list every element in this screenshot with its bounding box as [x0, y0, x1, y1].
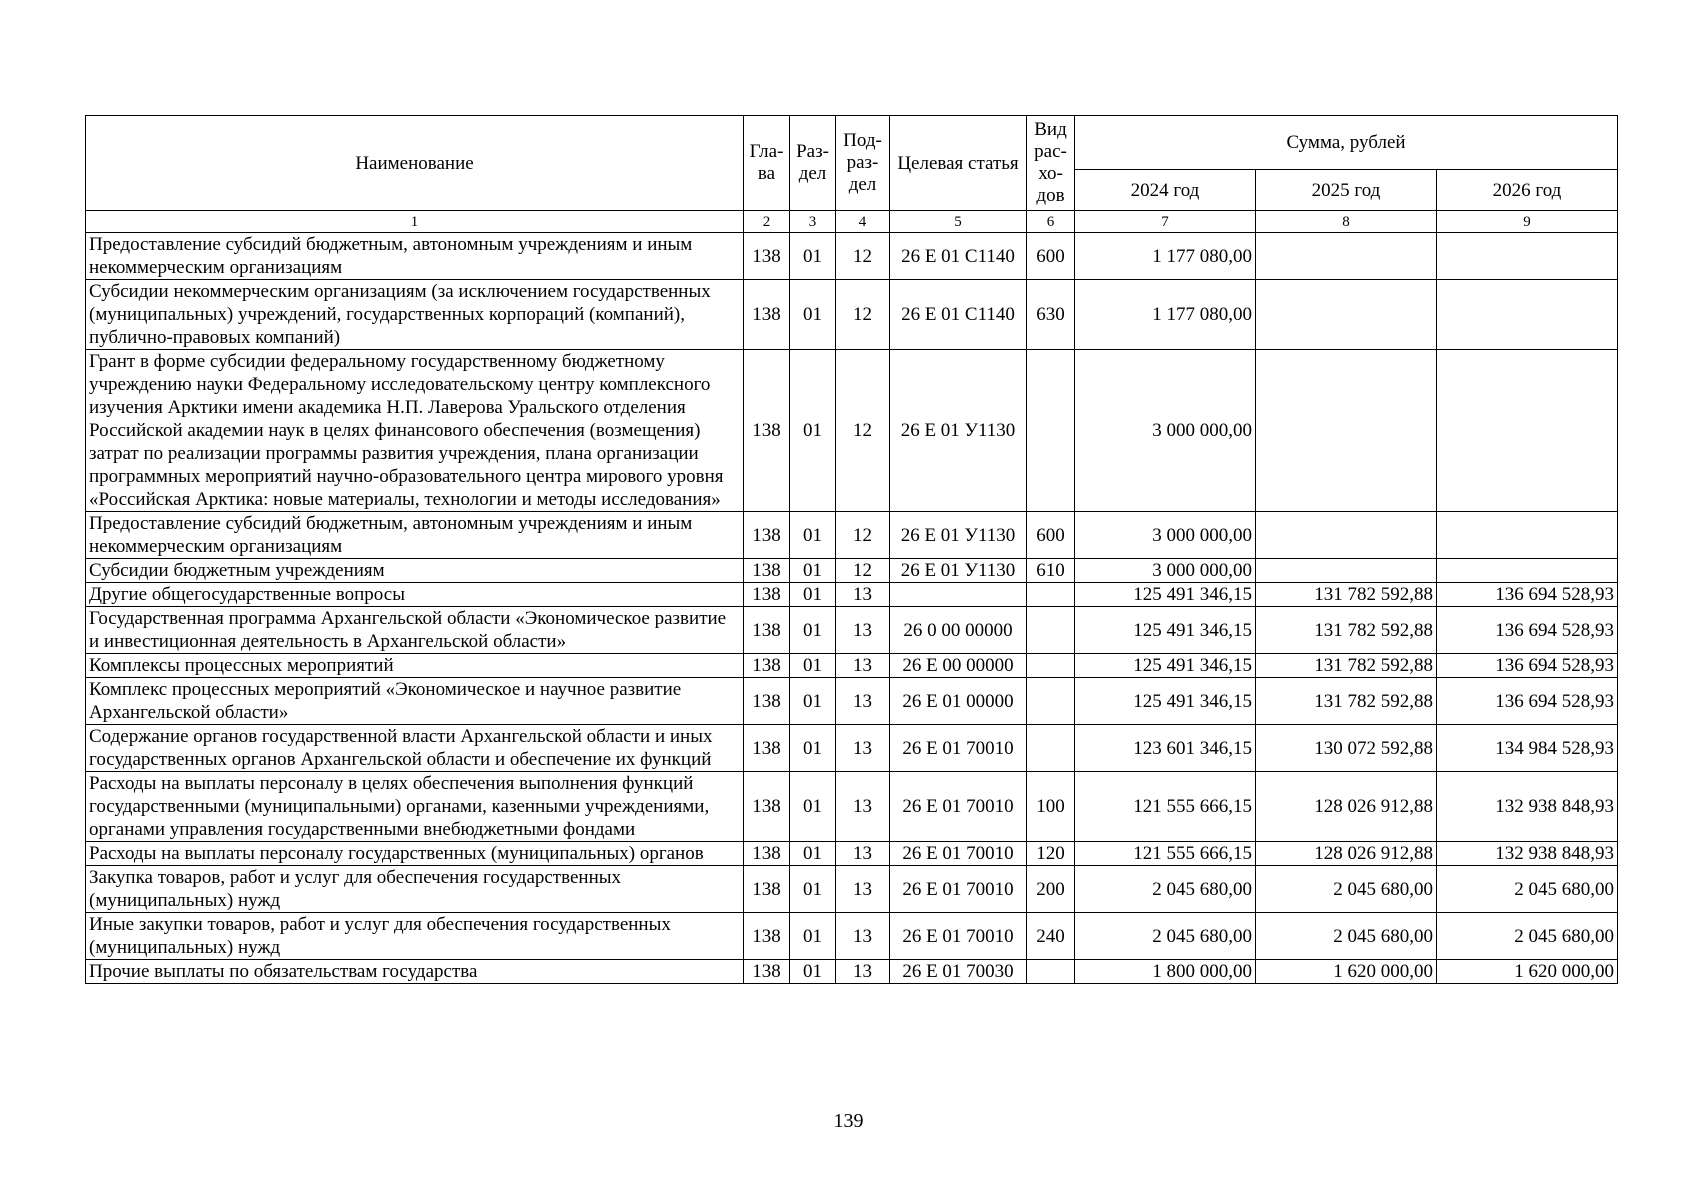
cell-vid — [1027, 583, 1075, 607]
cell-amount-2026: 134 984 528,93 — [1437, 725, 1618, 772]
cell-glava: 138 — [744, 233, 790, 280]
cell-amount-2025: 1 620 000,00 — [1256, 960, 1437, 984]
cell-vid — [1027, 350, 1075, 512]
cell-glava: 138 — [744, 280, 790, 350]
cell-vid: 240 — [1027, 913, 1075, 960]
cell-glava: 138 — [744, 960, 790, 984]
cell-amount-2026: 132 938 848,93 — [1437, 842, 1618, 866]
column-number: 9 — [1437, 211, 1618, 233]
cell-razdel: 01 — [790, 866, 836, 913]
cell-podrazdel: 13 — [836, 583, 890, 607]
cell-podrazdel: 12 — [836, 559, 890, 583]
cell-podrazdel: 13 — [836, 866, 890, 913]
cell-vid: 200 — [1027, 866, 1075, 913]
cell-podrazdel: 12 — [836, 350, 890, 512]
cell-podrazdel: 13 — [836, 960, 890, 984]
cell-podrazdel: 13 — [836, 913, 890, 960]
cell-amount-2025 — [1256, 233, 1437, 280]
cell-vid — [1027, 607, 1075, 654]
cell-amount-2024: 3 000 000,00 — [1075, 559, 1256, 583]
cell-amount-2025: 131 782 592,88 — [1256, 678, 1437, 725]
cell-target: 26 Е 01 70010 — [890, 842, 1027, 866]
cell-target — [890, 583, 1027, 607]
cell-target: 26 Е 01 70010 — [890, 866, 1027, 913]
cell-razdel: 01 — [790, 512, 836, 559]
table-row — [86, 960, 1618, 984]
cell-podrazdel: 13 — [836, 678, 890, 725]
table-row — [86, 772, 1618, 842]
cell-podrazdel: 13 — [836, 772, 890, 842]
cell-amount-2025: 128 026 912,88 — [1256, 842, 1437, 866]
cell-amount-2026: 136 694 528,93 — [1437, 678, 1618, 725]
cell-amount-2026 — [1437, 233, 1618, 280]
header-vid: Вид рас-хо-дов — [1027, 116, 1075, 211]
cell-amount-2026 — [1437, 280, 1618, 350]
cell-glava: 138 — [744, 913, 790, 960]
cell-razdel: 01 — [790, 583, 836, 607]
cell-podrazdel: 12 — [836, 233, 890, 280]
cell-razdel: 01 — [790, 842, 836, 866]
cell-amount-2026 — [1437, 350, 1618, 512]
cell-amount-2026: 136 694 528,93 — [1437, 583, 1618, 607]
budget-table — [85, 115, 1618, 984]
cell-glava: 138 — [744, 350, 790, 512]
cell-target: 26 Е 01 70010 — [890, 725, 1027, 772]
cell-amount-2024: 121 555 666,15 — [1075, 772, 1256, 842]
cell-razdel: 01 — [790, 280, 836, 350]
cell-name: Содержание органов государственной власти Архангельской области и иных государственных органов Архангельской области и обеспечение их функций — [86, 725, 744, 772]
table-row — [86, 725, 1618, 772]
table-header — [86, 116, 1618, 233]
cell-podrazdel: 13 — [836, 725, 890, 772]
cell-name: Другие общегосударственные вопросы — [86, 583, 744, 607]
cell-razdel: 01 — [790, 233, 836, 280]
cell-glava: 138 — [744, 559, 790, 583]
cell-glava: 138 — [744, 583, 790, 607]
header-year-2024: 2024 год — [1075, 170, 1256, 211]
cell-amount-2025 — [1256, 350, 1437, 512]
cell-target: 26 Е 01 70030 — [890, 960, 1027, 984]
cell-razdel: 01 — [790, 350, 836, 512]
cell-amount-2024: 125 491 346,15 — [1075, 678, 1256, 725]
header-target: Целевая статья — [890, 116, 1027, 211]
cell-glava: 138 — [744, 866, 790, 913]
cell-vid — [1027, 960, 1075, 984]
cell-name: Субсидии некоммерческим организациям (за исключением государственных (муниципальных) учреждений, государственных корпораций (компаний), публично-правовых компаний) — [86, 280, 744, 350]
cell-razdel: 01 — [790, 960, 836, 984]
table-row — [86, 233, 1618, 280]
cell-name: Прочие выплаты по обязательствам государства — [86, 960, 744, 984]
cell-amount-2024: 1 800 000,00 — [1075, 960, 1256, 984]
cell-target: 26 Е 01 С1140 — [890, 233, 1027, 280]
column-number: 8 — [1256, 211, 1437, 233]
table-row — [86, 512, 1618, 559]
cell-glava: 138 — [744, 772, 790, 842]
cell-amount-2026 — [1437, 512, 1618, 559]
cell-razdel: 01 — [790, 772, 836, 842]
cell-name: Закупка товаров, работ и услуг для обеспечения государственных (муниципальных) нужд — [86, 866, 744, 913]
cell-glava: 138 — [744, 842, 790, 866]
cell-target: 26 0 00 00000 — [890, 607, 1027, 654]
cell-glava: 138 — [744, 678, 790, 725]
column-number: 6 — [1027, 211, 1075, 233]
table-row — [86, 583, 1618, 607]
table-row — [86, 842, 1618, 866]
cell-amount-2026: 136 694 528,93 — [1437, 654, 1618, 678]
cell-podrazdel: 13 — [836, 654, 890, 678]
cell-amount-2024: 1 177 080,00 — [1075, 280, 1256, 350]
cell-razdel: 01 — [790, 678, 836, 725]
header-sum: Сумма, рублей — [1075, 116, 1618, 170]
table-row — [86, 913, 1618, 960]
cell-glava: 138 — [744, 607, 790, 654]
column-numbers-row — [86, 211, 1618, 233]
cell-podrazdel: 13 — [836, 842, 890, 866]
cell-podrazdel: 13 — [836, 607, 890, 654]
column-number: 7 — [1075, 211, 1256, 233]
cell-amount-2026: 2 045 680,00 — [1437, 913, 1618, 960]
cell-glava: 138 — [744, 512, 790, 559]
cell-glava: 138 — [744, 654, 790, 678]
cell-vid — [1027, 725, 1075, 772]
table-row — [86, 866, 1618, 913]
table-row — [86, 678, 1618, 725]
cell-amount-2024: 125 491 346,15 — [1075, 583, 1256, 607]
cell-vid — [1027, 678, 1075, 725]
header-glava: Гла-ва — [744, 116, 790, 211]
cell-amount-2024: 2 045 680,00 — [1075, 866, 1256, 913]
cell-razdel: 01 — [790, 607, 836, 654]
cell-amount-2026 — [1437, 559, 1618, 583]
cell-podrazdel: 12 — [836, 280, 890, 350]
table-row — [86, 280, 1618, 350]
cell-name: Иные закупки товаров, работ и услуг для обеспечения государственных (муниципальных) нужд — [86, 913, 744, 960]
cell-target: 26 Е 01 С1140 — [890, 280, 1027, 350]
cell-target: 26 Е 01 70010 — [890, 772, 1027, 842]
cell-amount-2025: 2 045 680,00 — [1256, 913, 1437, 960]
cell-amount-2024: 123 601 346,15 — [1075, 725, 1256, 772]
cell-vid: 120 — [1027, 842, 1075, 866]
cell-target: 26 Е 01 У1130 — [890, 559, 1027, 583]
cell-amount-2025: 131 782 592,88 — [1256, 654, 1437, 678]
table-row — [86, 607, 1618, 654]
cell-target: 26 Е 01 У1130 — [890, 512, 1027, 559]
header-name: Наименование — [86, 116, 744, 211]
cell-razdel: 01 — [790, 654, 836, 678]
cell-amount-2025: 131 782 592,88 — [1256, 583, 1437, 607]
cell-name: Грант в форме субсидии федеральному государственному бюджетному учреждению науки Федеральному исследовательскому центру комплексного изучения Арктики имени академика Н.П. Лаверова Уральского отделения Российской академии наук в целях финансового обеспечения (возмещения) затрат по реализации программы развития учреждения, плана организации программных мероприятий научно-образовательного центра мирового уровня «Российская Арктика: новые материалы, технологии и методы исследования» — [86, 350, 744, 512]
cell-amount-2025 — [1256, 512, 1437, 559]
cell-amount-2025 — [1256, 280, 1437, 350]
cell-vid: 100 — [1027, 772, 1075, 842]
cell-amount-2026: 2 045 680,00 — [1437, 866, 1618, 913]
cell-razdel: 01 — [790, 559, 836, 583]
table-row — [86, 654, 1618, 678]
cell-amount-2025: 131 782 592,88 — [1256, 607, 1437, 654]
cell-amount-2024: 1 177 080,00 — [1075, 233, 1256, 280]
cell-name: Государственная программа Архангельской области «Экономическое развитие и инвестиционная деятельность в Архангельской области» — [86, 607, 744, 654]
cell-name: Комплексы процессных мероприятий — [86, 654, 744, 678]
cell-amount-2024: 3 000 000,00 — [1075, 350, 1256, 512]
header-razdel: Раз-дел — [790, 116, 836, 211]
cell-amount-2024: 3 000 000,00 — [1075, 512, 1256, 559]
cell-razdel: 01 — [790, 725, 836, 772]
cell-target: 26 Е 01 00000 — [890, 678, 1027, 725]
cell-target: 26 Е 01 У1130 — [890, 350, 1027, 512]
cell-glava: 138 — [744, 725, 790, 772]
cell-name: Расходы на выплаты персоналу государственных (муниципальных) органов — [86, 842, 744, 866]
cell-target: 26 Е 01 70010 — [890, 913, 1027, 960]
header-year-2025: 2025 год — [1256, 170, 1437, 211]
column-number: 1 — [86, 211, 744, 233]
cell-amount-2026: 136 694 528,93 — [1437, 607, 1618, 654]
cell-target: 26 Е 00 00000 — [890, 654, 1027, 678]
cell-vid — [1027, 654, 1075, 678]
cell-amount-2026: 132 938 848,93 — [1437, 772, 1618, 842]
cell-razdel: 01 — [790, 913, 836, 960]
header-year-2026: 2026 год — [1437, 170, 1618, 211]
column-number: 4 — [836, 211, 890, 233]
cell-vid: 610 — [1027, 559, 1075, 583]
column-number: 5 — [890, 211, 1027, 233]
cell-amount-2025: 130 072 592,88 — [1256, 725, 1437, 772]
cell-amount-2025 — [1256, 559, 1437, 583]
cell-amount-2026: 1 620 000,00 — [1437, 960, 1618, 984]
cell-amount-2025: 2 045 680,00 — [1256, 866, 1437, 913]
cell-amount-2024: 121 555 666,15 — [1075, 842, 1256, 866]
table-body — [86, 233, 1618, 984]
cell-vid: 600 — [1027, 233, 1075, 280]
cell-name: Предоставление субсидий бюджетным, автономным учреждениям и иным некоммерческим организациям — [86, 512, 744, 559]
cell-name: Комплекс процессных мероприятий «Экономическое и научное развитие Архангельской области» — [86, 678, 744, 725]
cell-podrazdel: 12 — [836, 512, 890, 559]
cell-vid: 630 — [1027, 280, 1075, 350]
column-number: 3 — [790, 211, 836, 233]
table-row — [86, 559, 1618, 583]
cell-amount-2024: 125 491 346,15 — [1075, 607, 1256, 654]
cell-amount-2025: 128 026 912,88 — [1256, 772, 1437, 842]
cell-vid: 600 — [1027, 512, 1075, 559]
cell-name: Предоставление субсидий бюджетным, автономным учреждениям и иным некоммерческим организациям — [86, 233, 744, 280]
cell-amount-2024: 2 045 680,00 — [1075, 913, 1256, 960]
cell-name: Субсидии бюджетным учреждениям — [86, 559, 744, 583]
page-number: 139 — [833, 1110, 864, 1132]
column-number: 2 — [744, 211, 790, 233]
cell-name: Расходы на выплаты персоналу в целях обеспечения выполнения функций государственными (муниципальными) органами, казенными учреждениями, органами управления государственными внебюджетными фондами — [86, 772, 744, 842]
header-podrazdel: Под-раз-дел — [836, 116, 890, 211]
cell-amount-2024: 125 491 346,15 — [1075, 654, 1256, 678]
table-row — [86, 350, 1618, 512]
